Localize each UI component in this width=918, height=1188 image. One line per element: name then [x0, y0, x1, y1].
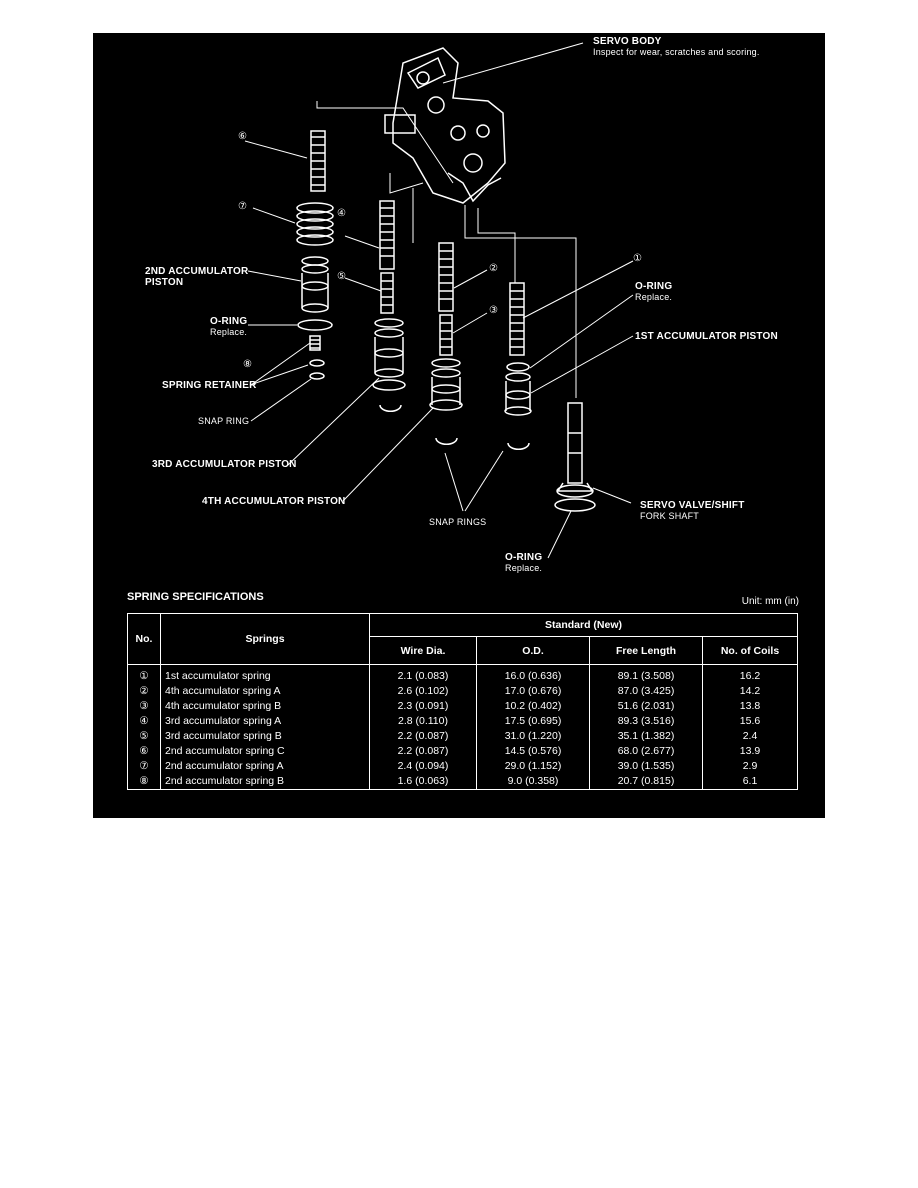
first-acc-piston-text: 1ST ACCUMULATOR PISTON: [635, 331, 778, 342]
servo-valve-title: SERVO VALVE/SHIFT: [640, 500, 745, 511]
free-length-value: 51.6 (2.031): [590, 699, 703, 714]
snap-ring-left: [310, 373, 324, 379]
od-value: 17.5 (0.695): [477, 714, 590, 729]
header-row-1: [128, 614, 798, 637]
wire-dia-value: 2.3 (0.091): [370, 699, 477, 714]
od-value: 16.0 (0.636): [477, 665, 590, 685]
free-length-value: 68.0 (2.677): [590, 744, 703, 759]
label-o-ring-right: [635, 281, 672, 303]
spring-4: [380, 201, 394, 269]
snap-ring-text: SNAP RING: [198, 416, 250, 426]
servo-body-drawing: [385, 48, 505, 203]
servo-valve-subtitle: FORK SHAFT: [640, 511, 700, 521]
col-springs: Springs: [161, 614, 370, 665]
free-length-value: 89.1 (3.508): [590, 665, 703, 685]
second-acc-piston-text: 2ND ACCUMULATOR PISTON: [145, 266, 249, 288]
wire-dia-value: 2.2 (0.087): [370, 729, 477, 744]
o-ring-bottom-title: O-RING: [505, 552, 543, 563]
col-od: O.D.: [477, 637, 590, 665]
label-o-ring-left: [210, 316, 247, 338]
fourth-accumulator-piston: [430, 359, 462, 410]
od-value: 29.0 (1.152): [477, 759, 590, 774]
row-number: ⑦: [128, 759, 161, 774]
spring-name: 4th accumulator spring B: [161, 699, 370, 714]
first-accumulator-piston: [505, 363, 531, 415]
o-ring-left-note: Replace.: [210, 327, 248, 337]
spec-title: SPRING SPECIFICATIONS: [127, 591, 264, 603]
spec-unit: Unit: mm (in): [741, 596, 799, 607]
table-row: [128, 665, 798, 685]
coils-value: 16.2: [703, 665, 798, 685]
row-number: ④: [128, 714, 161, 729]
label-o-ring-bottom: [505, 552, 542, 574]
coils-value: 13.8: [703, 699, 798, 714]
free-length-value: 39.0 (1.535): [590, 759, 703, 774]
col-free: Free Length: [590, 637, 703, 665]
table-row: [128, 699, 798, 714]
wire-dia-value: 1.6 (0.063): [370, 774, 477, 790]
wire-dia-value: 2.1 (0.083): [370, 665, 477, 685]
spring-8: [310, 336, 320, 350]
spring-name: 4th accumulator spring A: [161, 684, 370, 699]
col-no: No.: [128, 614, 161, 665]
spring-name: 3rd accumulator spring B: [161, 729, 370, 744]
table-row: [128, 774, 798, 790]
od-value: 17.0 (0.676): [477, 684, 590, 699]
wire-dia-value: 2.6 (0.102): [370, 684, 477, 699]
wire-dia-value: 2.4 (0.094): [370, 759, 477, 774]
third-acc-piston-text: 3RD ACCUMULATOR PISTON: [152, 459, 297, 470]
table-row: [128, 744, 798, 759]
second-accumulator-piston: [302, 257, 328, 312]
table-row: [128, 684, 798, 699]
spring-retainer: [310, 360, 324, 366]
row-number: ③: [128, 699, 161, 714]
snap-ring-4th: [436, 438, 457, 444]
servo-body-note: Inspect for wear, scratches and scoring.: [593, 47, 760, 57]
coils-value: 15.6: [703, 714, 798, 729]
callout-5: ⑤: [337, 271, 346, 282]
col-wire: Wire Dia.: [370, 637, 477, 665]
spring-6: [311, 131, 325, 191]
od-value: 31.0 (1.220): [477, 729, 590, 744]
label-third-accumulator-piston: [152, 459, 297, 470]
label-snap-ring: [198, 416, 249, 427]
o-ring-left: [298, 320, 332, 330]
spring-name: 1st accumulator spring: [161, 665, 370, 685]
spring-7: [297, 203, 333, 245]
label-servo-valve: [640, 500, 745, 522]
row-number: ⑥: [128, 744, 161, 759]
diagram-panel: [93, 33, 825, 818]
col-coils: No. of Coils: [703, 637, 798, 665]
spring-name: 2nd accumulator spring A: [161, 759, 370, 774]
label-fourth-accumulator-piston: [202, 496, 345, 507]
callout-7: ⑦: [238, 201, 247, 212]
spring-5: [381, 273, 393, 313]
label-spring-retainer: [162, 380, 257, 391]
o-ring-left-title: O-RING: [210, 316, 248, 327]
free-length-value: 35.1 (1.382): [590, 729, 703, 744]
callout-4: ④: [337, 208, 346, 219]
label-second-accumulator-piston: [145, 266, 255, 288]
coils-value: 14.2: [703, 684, 798, 699]
free-length-value: 20.7 (0.815): [590, 774, 703, 790]
row-number: ②: [128, 684, 161, 699]
callout-3: ③: [489, 305, 498, 316]
od-value: 10.2 (0.402): [477, 699, 590, 714]
o-ring-bottom-note: Replace.: [505, 563, 543, 573]
spring-retainer-text: SPRING RETAINER: [162, 380, 257, 391]
spring-name: 2nd accumulator spring B: [161, 774, 370, 790]
spring-name: 3rd accumulator spring A: [161, 714, 370, 729]
wire-dia-value: 2.2 (0.087): [370, 744, 477, 759]
o-ring-right-note: Replace.: [635, 292, 673, 302]
spec-body: [128, 665, 798, 790]
callout-6: ⑥: [238, 131, 247, 142]
coils-value: 2.9: [703, 759, 798, 774]
label-snap-rings: [429, 517, 486, 528]
coils-value: 13.9: [703, 744, 798, 759]
callout-1: ①: [633, 253, 642, 264]
table-row: [128, 759, 798, 774]
coils-value: 6.1: [703, 774, 798, 790]
callout-2: ②: [489, 263, 498, 274]
free-length-value: 89.3 (3.516): [590, 714, 703, 729]
spring-2: [439, 243, 453, 311]
callout-8: ⑧: [243, 359, 252, 370]
spring-1: [510, 283, 524, 355]
servo-body-title: SERVO BODY: [593, 36, 662, 47]
wire-dia-value: 2.8 (0.110): [370, 714, 477, 729]
o-ring-right-title: O-RING: [635, 281, 673, 292]
table-row: [128, 714, 798, 729]
label-first-accumulator-piston: [635, 331, 778, 342]
row-number: ⑤: [128, 729, 161, 744]
od-value: 9.0 (0.358): [477, 774, 590, 790]
coils-value: 2.4: [703, 729, 798, 744]
table-row: [128, 729, 798, 744]
row-number: ①: [128, 665, 161, 685]
fourth-acc-piston-text: 4TH ACCUMULATOR PISTON: [202, 496, 346, 507]
snap-ring-1st: [508, 443, 529, 449]
spring-3: [440, 315, 452, 355]
col-standard: Standard (New): [370, 614, 798, 637]
snap-ring-3rd: [380, 405, 401, 411]
spring-spec-table: [127, 613, 798, 790]
snap-rings-text: SNAP RINGS: [429, 517, 487, 527]
free-length-value: 87.0 (3.425): [590, 684, 703, 699]
label-servo-body: [593, 36, 760, 58]
od-value: 14.5 (0.576): [477, 744, 590, 759]
servo-valve-shaft: [555, 403, 595, 511]
spring-name: 2nd accumulator spring C: [161, 744, 370, 759]
row-number: ⑧: [128, 774, 161, 790]
